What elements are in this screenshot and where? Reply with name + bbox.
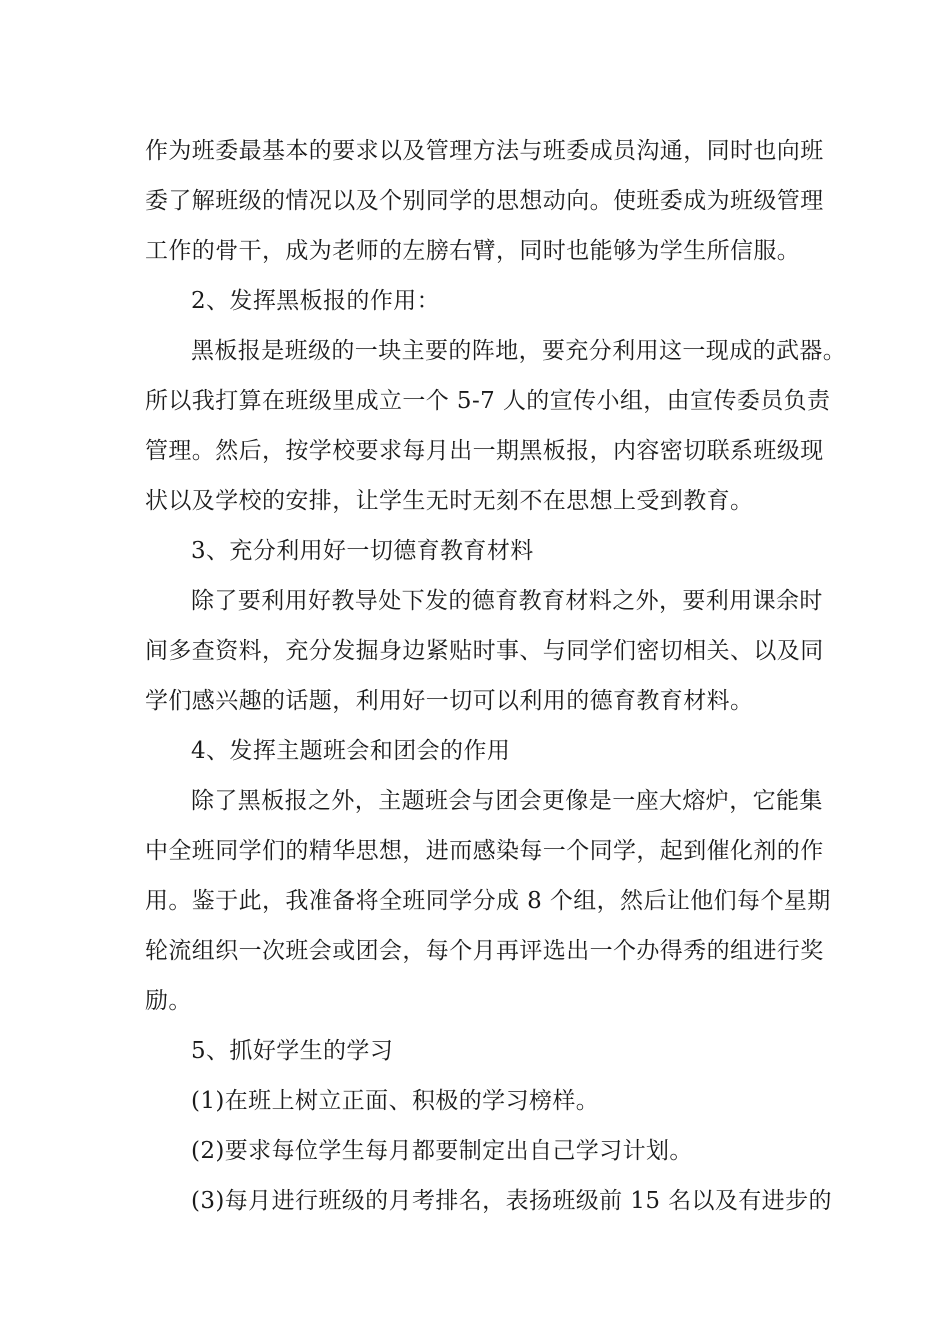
paragraph-line: 轮流组织一次班会或团会，每个月再评选出一个办得秀的组进行奖 <box>145 938 824 964</box>
section-heading: 4、发挥主题班会和团会的作用 <box>191 738 511 764</box>
paragraph-line: 除了黑板报之外，主题班会与团会更像是一座大熔炉，它能集 <box>191 788 823 814</box>
section-heading: 3、充分利用好一切德育教育材料 <box>191 538 534 564</box>
paragraph-line: 励。 <box>145 988 192 1014</box>
list-item: (1)在班上树立正面、积极的学习榜样。 <box>191 1088 600 1114</box>
paragraph-line: 工作的骨干，成为老师的左膀右臂，同时也能够为学生所信服。 <box>145 238 801 264</box>
paragraph-line: 管理。然后，按学校要求每月出一期黑板报，内容密切联系班级现 <box>145 438 824 464</box>
paragraph-line: 作为班委最基本的要求以及管理方法与班委成员沟通，同时也向班 <box>145 138 824 164</box>
paragraph-line: 学们感兴趣的话题，利用好一切可以利用的德育教育材料。 <box>145 688 754 714</box>
paragraph-line: 状以及学校的安排，让学生无时无刻不在思想上受到教育。 <box>145 488 754 514</box>
paragraph-line: 中全班同学们的精华思想，进而感染每一个同学，起到催化剂的作 <box>145 838 824 864</box>
paragraph-line: 用。鉴于此，我准备将全班同学分成 8 个组，然后让他们每个星期 <box>145 888 831 914</box>
paragraph-line: 委了解班级的情况以及个别同学的思想动向。使班委成为班级管理 <box>145 188 824 214</box>
list-item: (3)每月进行班级的月考排名，表扬班级前 15 名以及有进步的 <box>191 1188 832 1214</box>
paragraph-line: 黑板报是班级的一块主要的阵地，要充分利用这一现成的武器。 <box>191 338 847 364</box>
section-heading: 2、发挥黑板报的作用： <box>191 288 441 314</box>
paragraph-line: 间多查资料，充分发掘身边紧贴时事、与同学们密切相关、以及同 <box>145 638 824 664</box>
section-heading: 5、抓好学生的学习 <box>191 1038 394 1064</box>
list-item: (2)要求每位学生每月都要制定出自己学习计划。 <box>191 1138 693 1164</box>
paragraph-line: 除了要利用好教导处下发的德育教育材料之外，要利用课余时 <box>191 588 823 614</box>
paragraph-line: 所以我打算在班级里成立一个 5-7 人的宣传小组，由宣传委员负责 <box>145 388 831 414</box>
